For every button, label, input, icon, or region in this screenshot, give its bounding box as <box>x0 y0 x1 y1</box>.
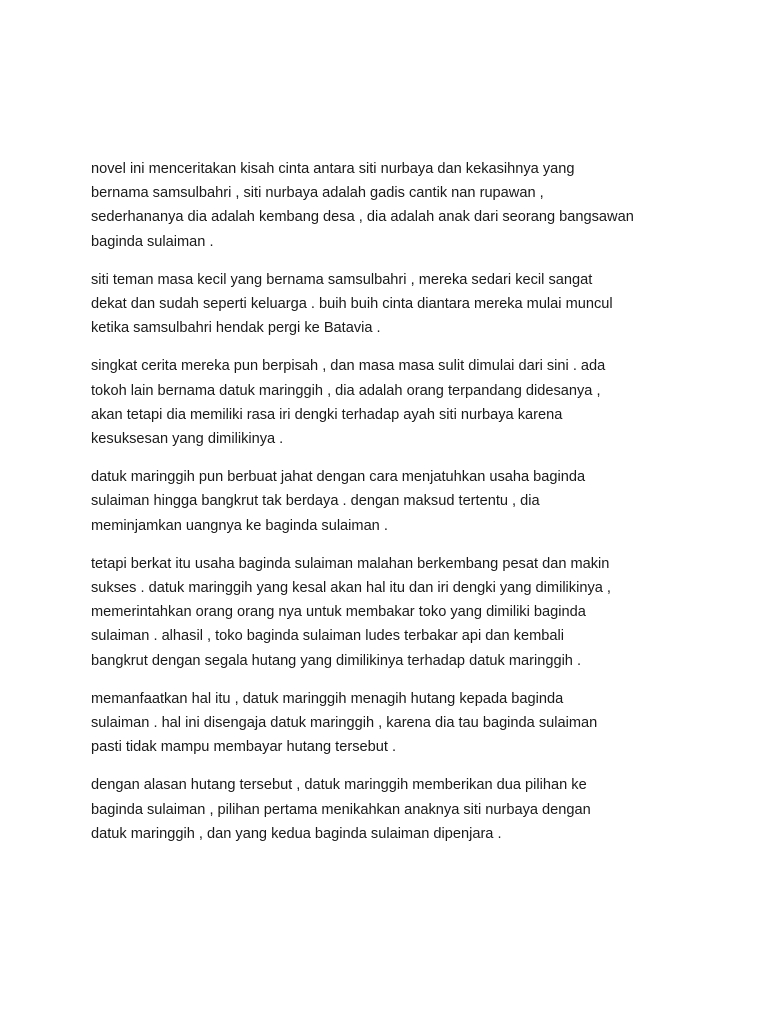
text-line: kesuksesan yang dimilikinya . <box>91 431 284 448</box>
text-line: baginda sulaiman . <box>91 233 214 250</box>
text-line: tetapi berkat itu usaha baginda sulaiman malahan berkembang pesat dan makin <box>91 555 610 572</box>
text-line: memerintahkan orang orang nya untuk membakar toko yang dimiliki baginda <box>91 604 586 621</box>
paragraph-2 <box>91 268 691 341</box>
paragraph-3 <box>91 354 691 451</box>
text-line: sulaiman hingga bangkrut tak berdaya . dengan maksud tertentu , dia <box>91 493 540 510</box>
text-line: ketika samsulbahri hendak pergi ke Batavia . <box>91 320 381 337</box>
paragraph-7 <box>91 773 691 846</box>
document-body <box>91 157 691 860</box>
text-line: sukses . datuk maringgih yang kesal akan hal itu dan iri dengki yang dimilikinya , <box>91 580 611 597</box>
text-line: sederhananya dia adalah kembang desa , dia adalah anak dari seorang bangsawan <box>91 209 634 226</box>
paragraph-6 <box>91 687 691 760</box>
text-line: sulaiman . alhasil , toko baginda sulaiman ludes terbakar api dan kembali <box>91 628 564 645</box>
text-line: baginda sulaiman , pilihan pertama menikahkan anaknya siti nurbaya dengan <box>91 801 591 818</box>
text-line: datuk maringgih , dan yang kedua baginda sulaiman dipenjara . <box>91 825 502 842</box>
text-line: novel ini menceritakan kisah cinta antara siti nurbaya dan kekasihnya yang <box>91 161 575 177</box>
text-line: sulaiman . hal ini disengaja datuk maringgih , karena dia tau baginda sulaiman <box>91 715 598 732</box>
text-line: akan tetapi dia memiliki rasa iri dengki terhadap ayah siti nurbaya karena <box>91 406 563 423</box>
text-line: tokoh lain bernama datuk maringgih , dia adalah orang terpandang didesanya , <box>91 382 601 399</box>
paragraph-4 <box>91 465 691 538</box>
text-line: pasti tidak mampu membayar hutang tersebut . <box>91 739 397 756</box>
text-line: datuk maringgih pun berbuat jahat dengan cara menjatuhkan usaha baginda <box>91 469 586 486</box>
text-line: siti teman masa kecil yang bernama samsulbahri , mereka sedari kecil sangat <box>91 271 593 288</box>
text-line: dengan alasan hutang tersebut , datuk maringgih memberikan dua pilihan ke <box>91 777 587 794</box>
text-line: meminjamkan uangnya ke baginda sulaiman . <box>91 517 388 534</box>
text-line: bernama samsulbahri , siti nurbaya adalah gadis cantik nan rupawan , <box>91 185 544 202</box>
text-line: bangkrut dengan segala hutang yang dimilikinya terhadap datuk maringgih . <box>91 652 582 669</box>
paragraph-5 <box>91 552 691 673</box>
text-line: memanfaatkan hal itu , datuk maringgih menagih hutang kepada baginda <box>91 690 564 707</box>
text-line: dekat dan sudah seperti keluarga . buih buih cinta diantara mereka mulai muncul <box>91 296 613 313</box>
text-line: singkat cerita mereka pun berpisah , dan masa masa sulit dimulai dari sini . ada <box>91 358 606 375</box>
paragraph-1 <box>91 157 691 254</box>
